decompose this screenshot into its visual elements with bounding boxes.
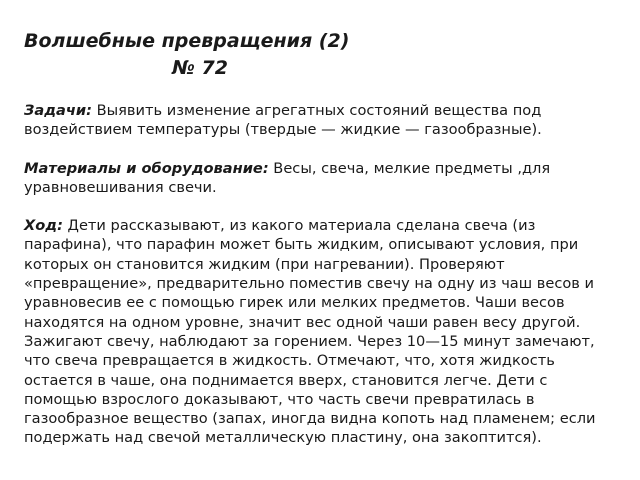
materials-text: Весы, свеча, мелкие предметы ,для уравновешивания свечи. (24, 159, 551, 196)
procedure-label: Ход: (24, 217, 63, 235)
materials-label: Материалы и оборудование: (24, 159, 269, 177)
procedure-paragraph (24, 216, 620, 448)
procedure-text: Дети рассказывают, из какого материала сделана свеча (из парафина), что парафин может быть жидким, описывают условия, при которых он становится жидким (при нагревании). Проверяют «превращение», предварительно поместив свечу на одну из чаш весов и уравновесив ее с помощью гирек или мелких предметов. Чаши весов находятся на одном уровне, значит вес одной чаши равен весу другой. Зажигают свечу, наблюдают за горением. Через 10—15 минут замечают, что свеча превращается в жидкость. Отмечают, что, хотя жидкость остается в чаше, она поднимается вверх, становится легче. Дети с помощью взрослого доказывают, что часть свечи превратилась в газообразное вещество (запах, иногда видна копоть над пламенем; если подержать над свечой металлическую пластину, она закоптится). (24, 217, 596, 447)
tasks-paragraph (24, 101, 620, 140)
slide-content (24, 28, 620, 448)
tasks-text: Выявить изменение агрегатных состояний вещества под воздействием температуры (твердые — жидкие — газообразные). (24, 102, 542, 139)
experiment-number: № 72 (172, 57, 228, 79)
tasks-label: Задачи: (24, 102, 92, 119)
materials-paragraph (24, 159, 620, 198)
page-title: Волшебные превращения (2) (24, 30, 350, 52)
